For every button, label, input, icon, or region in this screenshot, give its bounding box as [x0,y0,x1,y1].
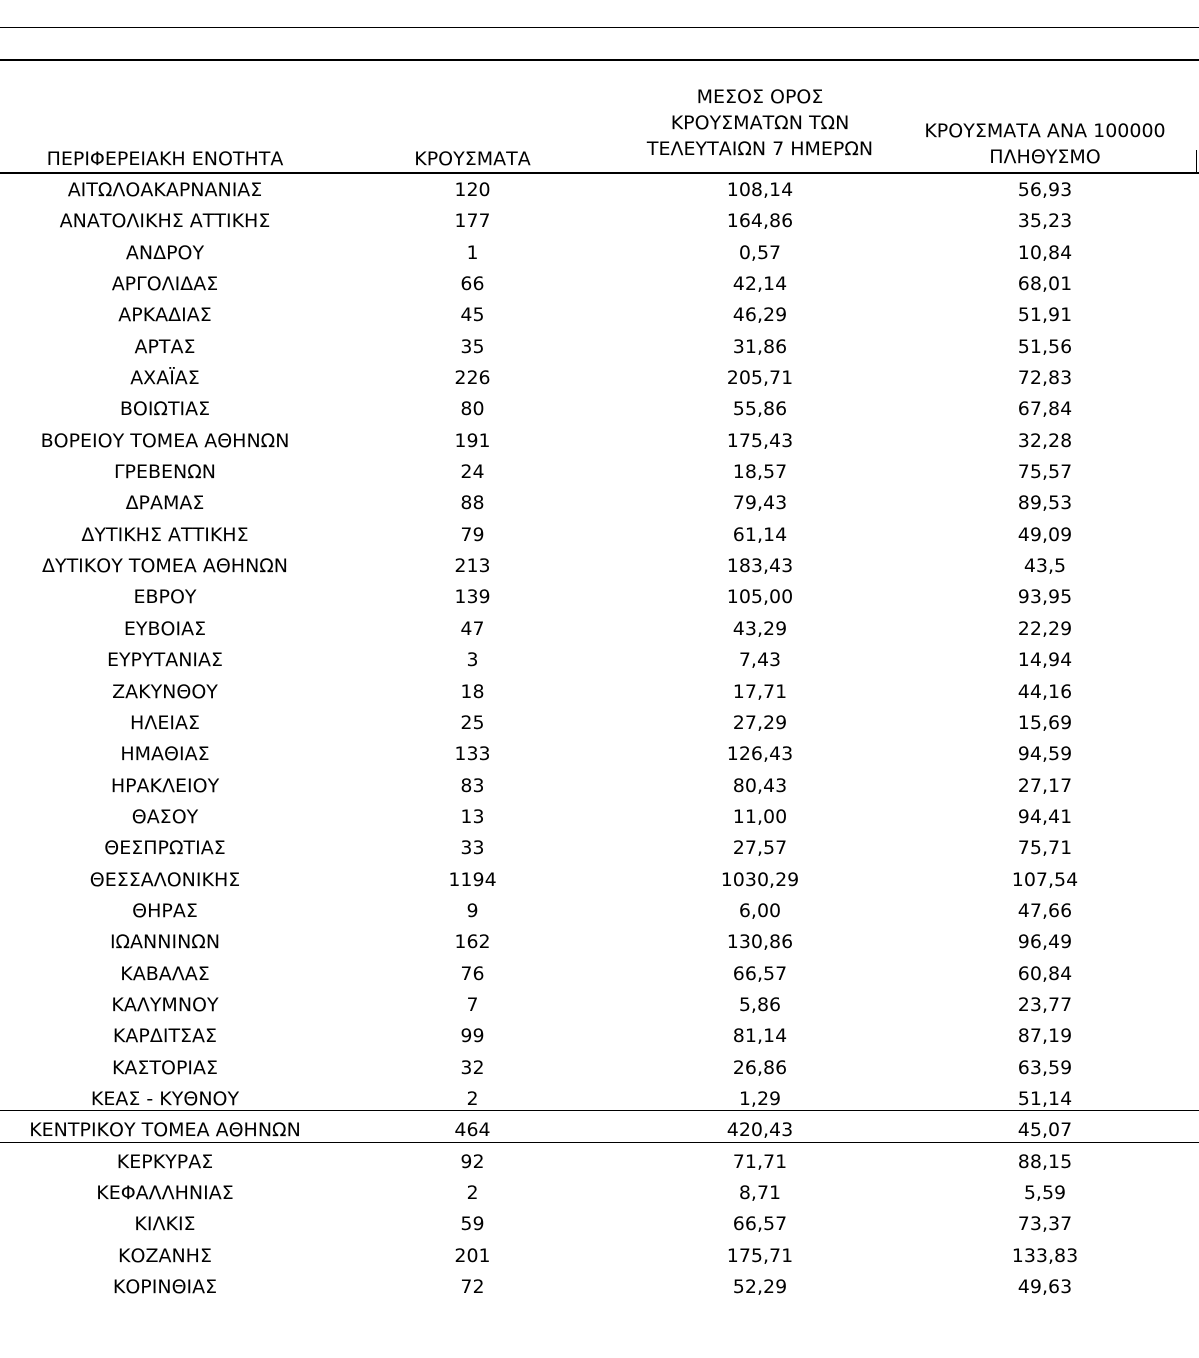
cell-per-100000: 75,71 [1017,837,1073,860]
table-row [0,1022,1199,1053]
cell-average: 71,71 [732,1150,788,1173]
cell-per-100000: 32,28 [1017,429,1073,452]
cell-cases: 133 [454,743,491,766]
table-row [0,583,1199,614]
cell-per-100000: 68,01 [1017,273,1073,296]
cell-region: ΑΙΤΩΛΟΑΚΑΡΝΑΝΙΑΣ [67,179,263,201]
table-row [0,207,1199,238]
table-row [0,991,1199,1022]
table-row [0,1085,1199,1116]
cell-per-100000: 49,09 [1017,523,1073,546]
cell-average: 164,86 [726,210,794,233]
cell-cases: 177 [454,210,491,233]
cell-average: 130,86 [726,931,794,954]
table-row [0,1179,1199,1210]
cell-per-100000: 10,84 [1017,241,1073,264]
table-top-rule [0,59,1199,61]
cell-region: ΖΑΚΥΝΘΟΥ [112,680,218,703]
cell-region: ΚΑΡΔΙΤΣΑΣ [112,1025,218,1048]
header-cases: ΚΡΟΥΣΜΑΤΑ [414,148,531,170]
cell-cases: 45 [460,304,485,327]
cell-average: 420,43 [726,1119,794,1142]
cell-per-100000: 14,94 [1017,649,1073,672]
cell-cases: 66 [460,273,485,296]
cell-average: 205,71 [726,367,794,390]
cell-region: ΕΒΡΟΥ [133,586,197,609]
table-row [0,176,1199,207]
cell-per-100000: 49,63 [1017,1276,1073,1299]
table-row [0,709,1199,740]
table-row [0,772,1199,803]
cell-per-100000: 5,59 [1023,1182,1067,1204]
table-row [0,897,1199,928]
cell-region: ΑΡΤΑΣ [134,335,196,358]
table-row [0,427,1199,458]
cell-average: 108,14 [726,179,794,201]
cell-average: 46,29 [732,304,788,327]
cell-average: 26,86 [732,1056,788,1079]
cell-average: 1,29 [738,1087,782,1110]
cell-cases: 18 [460,680,485,703]
cell-cases: 24 [460,461,485,484]
cell-region: ΑΝΔΡΟΥ [125,241,205,264]
cell-cases: 88 [460,492,485,515]
cell-per-100000: 75,57 [1017,461,1073,484]
cell-per-100000: 89,53 [1017,492,1073,515]
table-row [0,803,1199,834]
cell-average: 81,14 [732,1025,788,1048]
cell-region: ΒΟΙΩΤΙΑΣ [119,398,211,421]
cell-cases: 120 [454,179,491,201]
cell-region: ΘΗΡΑΣ [132,899,198,922]
cell-cases: 47 [460,617,485,640]
cell-region: ΗΛΕΙΑΣ [130,711,200,734]
cell-region: ΕΥΒΟΙΑΣ [123,617,207,640]
cell-region: ΕΥΡΥΤΑΝΙΑΣ [106,649,224,672]
table-row [0,333,1199,364]
table-row [0,364,1199,395]
cell-per-100000: 22,29 [1017,617,1073,640]
cell-region: ΚΕΝΤΡΙΚΟΥ ΤΟΜΕΑ ΑΘΗΝΩΝ [29,1119,301,1142]
cell-average: 7,43 [738,649,782,672]
cell-cases: 162 [454,931,491,954]
cell-cases: 213 [454,555,491,578]
table-row [0,395,1199,426]
cell-region: ΚΕΑΣ - ΚΥΘΝΟΥ [90,1087,240,1110]
table-row [0,1210,1199,1241]
table-row [0,646,1199,677]
cell-region: ΔΥΤΙΚΗΣ ΑΤΤΙΚΗΣ [81,523,249,546]
table-row [0,928,1199,959]
cell-cases: 1194 [448,868,497,891]
cell-per-100000: 94,59 [1017,743,1073,766]
cell-average: 42,14 [732,273,788,296]
cell-cases: 59 [460,1213,485,1236]
cell-average: 6,00 [738,899,782,922]
cell-average: 17,71 [732,680,788,703]
table-row [0,521,1199,552]
cell-cases: 7 [466,993,479,1016]
cell-cases: 76 [460,962,485,985]
cell-cases: 32 [460,1056,485,1079]
table-row [0,960,1199,991]
cell-region: ΚΑΛΥΜΝΟΥ [111,993,219,1016]
cell-cases: 139 [454,586,491,609]
cell-region: ΚΕΡΚΥΡΑΣ [116,1150,214,1173]
cell-average: 66,57 [732,1213,788,1236]
cell-region: ΚΑΣΤΟΡΙΑΣ [111,1056,219,1079]
cell-average: 52,29 [732,1276,788,1299]
cell-per-100000: 87,19 [1017,1025,1073,1048]
cell-average: 27,29 [732,711,788,734]
cell-average: 5,86 [738,993,782,1016]
cell-per-100000: 51,56 [1017,335,1073,358]
cell-per-100000: 96,49 [1017,931,1073,954]
header-average-line-3: ΤΕΛΕΥΤΑΙΩΝ 7 ΗΜΕΡΩΝ [646,138,874,160]
bottom-rule [0,1142,1199,1143]
cell-average: 183,43 [726,555,794,578]
cell-per-100000: 94,41 [1017,805,1073,828]
table-row [0,834,1199,865]
table-bottom-rule [0,1110,1199,1111]
header-average-7-days [610,84,910,162]
cell-per-100000: 60,84 [1017,962,1073,985]
cell-cases: 201 [454,1244,491,1267]
cell-average: 80,43 [732,774,788,797]
table-row [0,1054,1199,1085]
cell-region: ΓΡΕΒΕΝΩΝ [113,461,217,484]
cell-average: 66,57 [732,962,788,985]
cell-region: ΘΕΣΣΑΛΟΝΙΚΗΣ [89,868,241,891]
table-row [0,552,1199,583]
table-row [0,678,1199,709]
cell-per-100000: 45,07 [1017,1119,1073,1142]
table-row [0,301,1199,332]
cell-average: 79,43 [732,492,788,515]
cell-per-100000: 23,77 [1017,993,1073,1016]
cell-per-100000: 63,59 [1017,1056,1073,1079]
table-body [0,176,1199,1304]
cell-cases: 33 [460,837,485,860]
table-row [0,1242,1199,1273]
cell-average: 11,00 [732,805,788,828]
header-bottom-rule [0,172,1199,174]
cell-cases: 1 [466,241,479,264]
cell-region: ΚΟΖΑΝΗΣ [118,1244,212,1267]
cell-region: ΑΝΑΤΟΛΙΚΗΣ ΑΤΤΙΚΗΣ [59,210,271,233]
cell-cases: 80 [460,398,485,421]
cell-per-100000: 51,91 [1017,304,1073,327]
header-right-border [1196,150,1197,172]
cell-per-100000: 15,69 [1017,711,1073,734]
cell-per-100000: 133,83 [1011,1244,1079,1267]
cell-region: ΗΜΑΘΙΑΣ [120,743,210,766]
cell-region: ΘΑΣΟΥ [131,805,199,828]
cell-cases: 3 [466,649,479,672]
cell-average: 31,86 [732,335,788,358]
cell-average: 27,57 [732,837,788,860]
table-row [0,1148,1199,1179]
cell-per-100000: 56,93 [1017,179,1073,201]
top-rule [0,27,1199,28]
cell-region: ΚΑΒΑΛΑΣ [120,962,210,985]
header-cases-per-100000 [895,118,1195,170]
cell-average: 126,43 [726,743,794,766]
header-per-line-2: ΠΛΗΘΥΣΜΟ [989,146,1101,168]
table-row [0,489,1199,520]
table-row [0,239,1199,270]
cell-region: ΑΡΚΑΔΙΑΣ [118,304,212,327]
cell-cases: 9 [466,899,479,922]
cell-cases: 72 [460,1276,485,1299]
header-per-line-1: ΚΡΟΥΣΜΑΤΑ ΑΝΑ 100000 [924,120,1166,142]
cell-region: ΑΧΑΪΑΣ [130,367,200,390]
cell-region: ΚΕΦΑΛΛΗΝΙΑΣ [96,1182,234,1204]
cell-region: ΑΡΓΟΛΙΔΑΣ [111,273,219,296]
cell-region: ΔΡΑΜΑΣ [125,492,205,515]
cell-average: 8,71 [738,1182,782,1204]
cell-per-100000: 67,84 [1017,398,1073,421]
cell-cases: 79 [460,523,485,546]
cell-per-100000: 93,95 [1017,586,1073,609]
cell-region: ΙΩΑΝΝΙΝΩΝ [109,931,221,954]
cell-per-100000: 88,15 [1017,1150,1073,1173]
header-average-line-2: ΚΡΟΥΣΜΑΤΩΝ ΤΩΝ [670,112,850,134]
cell-average: 61,14 [732,523,788,546]
table-row [0,615,1199,646]
table-row [0,740,1199,771]
cell-per-100000: 47,66 [1017,899,1073,922]
cell-average: 43,29 [732,617,788,640]
cell-per-100000: 27,17 [1017,774,1073,797]
cell-cases: 99 [460,1025,485,1048]
cell-cases: 13 [460,805,485,828]
cell-cases: 191 [454,429,491,452]
cell-cases: 464 [454,1119,491,1142]
cell-per-100000: 35,23 [1017,210,1073,233]
cell-per-100000: 107,54 [1011,868,1079,891]
cell-per-100000: 43,5 [1023,555,1067,578]
table-row [0,866,1199,897]
cell-cases: 92 [460,1150,485,1173]
cell-region: ΒΟΡΕΙΟΥ ΤΟΜΕΑ ΑΘΗΝΩΝ [40,429,290,452]
table-row [0,458,1199,489]
cell-cases: 35 [460,335,485,358]
cell-average: 105,00 [726,586,794,609]
table-row [0,1273,1199,1304]
cell-region: ΘΕΣΠΡΩΤΙΑΣ [104,837,226,860]
cell-average: 175,71 [726,1244,794,1267]
cell-average: 18,57 [732,461,788,484]
cell-average: 55,86 [732,398,788,421]
cell-cases: 2 [466,1087,479,1110]
cell-average: 1030,29 [720,868,800,891]
cell-cases: 83 [460,774,485,797]
cell-per-100000: 51,14 [1017,1087,1073,1110]
cell-cases: 25 [460,711,485,734]
cell-average: 0,57 [738,241,782,264]
cell-average: 175,43 [726,429,794,452]
cell-region: ΚΙΛΚΙΣ [134,1213,196,1236]
header-average-line-1: ΜΕΣΟΣ ΟΡΟΣ [696,86,824,108]
header-region: ΠΕΡΙΦΕΡΕΙΑΚΗ ΕΝΟΤΗΤΑ [46,148,284,170]
cell-per-100000: 72,83 [1017,367,1073,390]
table-row [0,270,1199,301]
cell-per-100000: 44,16 [1017,680,1073,703]
cell-region: ΚΟΡΙΝΘΙΑΣ [112,1276,218,1299]
cell-cases: 226 [454,367,491,390]
cell-per-100000: 73,37 [1017,1213,1073,1236]
cell-cases: 2 [466,1182,479,1204]
cell-region: ΔΥΤΙΚΟΥ ΤΟΜΕΑ ΑΘΗΝΩΝ [41,555,289,578]
cell-region: ΗΡΑΚΛΕΙΟΥ [110,774,220,797]
